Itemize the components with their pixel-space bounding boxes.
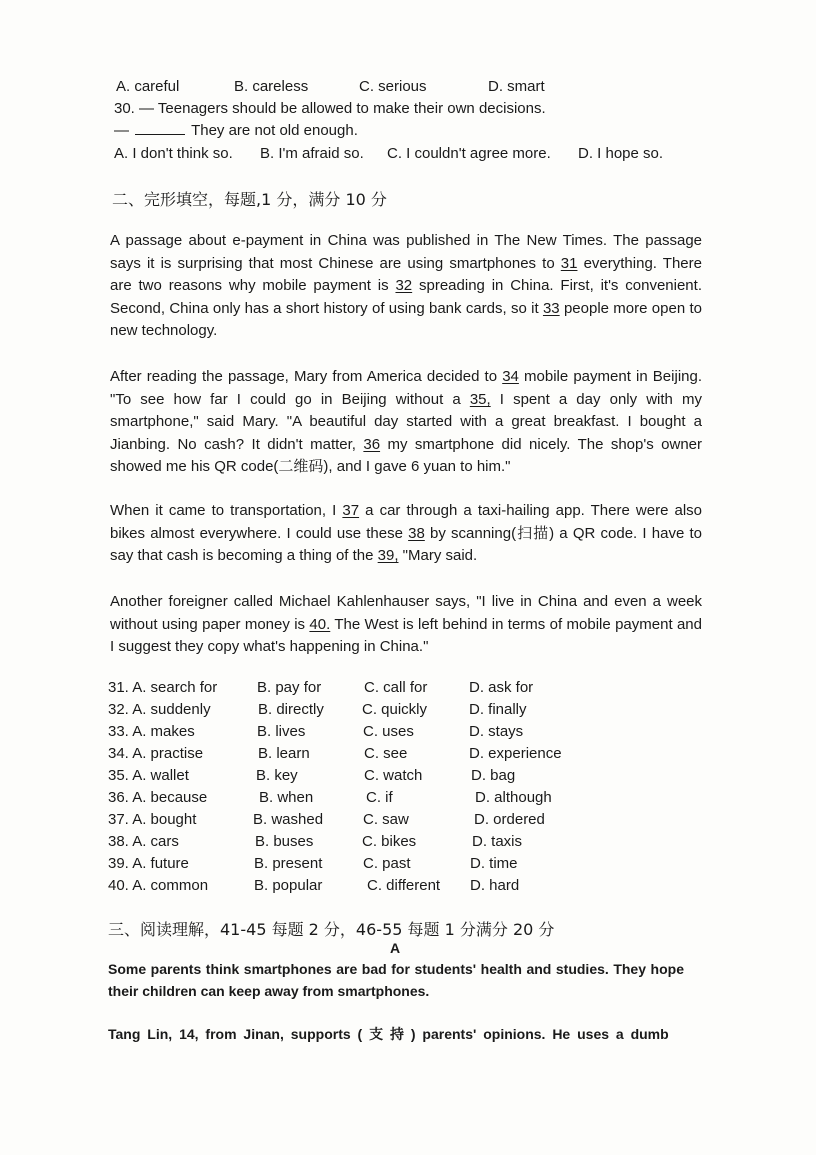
text: When it came to transportation, I xyxy=(110,502,343,519)
cloze-paragraph-2 xyxy=(110,366,702,479)
blank-36: 36 xyxy=(363,435,381,453)
blank-31: 31 xyxy=(560,254,578,272)
option-b: B. learn xyxy=(258,745,310,762)
answer-blank xyxy=(135,120,185,135)
blank-33: 33 xyxy=(542,299,560,317)
option-c: C. watch xyxy=(364,767,423,784)
text: mobile payment in Beijing. "To see how far I could go in Beijing without a xyxy=(110,368,703,408)
text: my smartphone did nicely. The shop's owner showed me his QR code(二维码), and I gave 6 yuan to him." xyxy=(110,435,703,475)
text: a car through a taxi-hailing app. There were also bikes almost everywhere. I could use these xyxy=(110,502,702,542)
option-b: B. washed xyxy=(253,811,324,828)
text: I spent a day only with my smartphone," said Mary. "A beautiful day started with a great breakfast. I bought a Jianbing. No cash? It didn't matter, xyxy=(110,390,702,453)
option-d: D. time xyxy=(470,855,518,872)
option-c: C. different xyxy=(367,877,441,894)
reply-dash: — xyxy=(114,122,129,139)
text: After reading the passage, Mary from America decided to xyxy=(110,368,503,385)
option-b: B. lives xyxy=(257,723,306,740)
option-a: 34. A. practise xyxy=(108,745,204,762)
option-d: D. smart xyxy=(488,78,545,95)
reply-text: They are not old enough. xyxy=(191,122,358,139)
section2-heading: 二、完形填空，每题,1 分，满分 10 分 xyxy=(112,190,387,209)
option-a: A. careful xyxy=(116,78,180,95)
blank-40: 40. xyxy=(309,615,331,633)
option-c: C. quickly xyxy=(362,701,428,718)
option-b: B. key xyxy=(256,767,298,784)
option-d: D. ask for xyxy=(469,679,534,696)
option-c: C. past xyxy=(363,855,411,872)
option-d: D. I hope so. xyxy=(578,145,664,162)
option-a: 35. A. wallet xyxy=(108,767,189,784)
option-d: D. although xyxy=(475,789,552,806)
blank-35: 35, xyxy=(469,390,491,408)
option-a: 31. A. search for xyxy=(108,679,218,696)
option-b: B. pay for xyxy=(257,679,322,696)
option-a: 33. A. makes xyxy=(108,723,195,740)
cloze-paragraph-1 xyxy=(110,230,702,343)
option-b: B. buses xyxy=(255,833,314,850)
blank-37: 37 xyxy=(342,502,360,519)
option-d: D. stays xyxy=(469,723,524,740)
cloze-paragraph-3 xyxy=(110,500,702,568)
q30-reply xyxy=(114,120,358,142)
option-d: D. experience xyxy=(469,745,562,762)
text: The West is left behind in terms of mobile payment and I suggest they copy what's happening in China." xyxy=(110,615,702,655)
option-c: C. uses xyxy=(363,723,414,740)
text: A passage about e-payment in China was published in The New Times. The passage says it is surprising that most Chinese are using smartphones to xyxy=(110,232,702,272)
text: Another foreigner called Michael Kahlenhauser says, "I live in China and even a week without using paper money is xyxy=(110,593,702,633)
option-b: B. popular xyxy=(254,877,323,894)
option-c: C. see xyxy=(364,745,408,762)
text: "Mary said. xyxy=(398,547,478,564)
text: spreading in China. First, it's convenient. Second, China only has a short history of using bank cards, so it xyxy=(110,277,702,317)
option-c: C. call for xyxy=(364,679,428,696)
option-b: B. careless xyxy=(234,78,309,95)
option-d: D. finally xyxy=(469,701,527,718)
blank-32: 32 xyxy=(395,277,413,294)
option-a: 32. A. suddenly xyxy=(108,701,211,718)
reading-paragraph-1: Some parents think smartphones are bad for students' health and studies. They hope their children can keep away from smartphones. xyxy=(108,961,684,999)
text: everything. There are two reasons why mobile payment is xyxy=(110,254,702,294)
option-d: D. ordered xyxy=(474,811,545,828)
option-b: B. I'm afraid so. xyxy=(260,145,364,162)
option-a: 36. A. because xyxy=(108,789,208,806)
option-a: 40. A. common xyxy=(108,877,209,894)
blank-39: 39, xyxy=(377,547,399,564)
option-c: C. saw xyxy=(363,811,409,828)
option-b: B. present xyxy=(254,855,323,872)
section3-heading: 三、阅读理解，41-45 每题 2 分，46-55 每题 1 分满分 20 分 xyxy=(108,920,555,939)
blank-34: 34 xyxy=(502,368,519,385)
option-a: 37. A. bought xyxy=(108,811,197,828)
option-c: C. serious xyxy=(359,78,427,95)
cloze-paragraph-4 xyxy=(110,591,702,659)
option-c: C. bikes xyxy=(362,833,417,850)
option-c: C. if xyxy=(366,789,393,806)
option-d: D. taxis xyxy=(472,833,523,850)
option-d: D. bag xyxy=(471,767,516,784)
option-b: B. directly xyxy=(258,701,324,718)
passage-label: A xyxy=(390,940,401,956)
option-a: 38. A. cars xyxy=(108,833,179,850)
option-b: B. when xyxy=(259,789,314,806)
text: by scanning(扫描) a QR code. I have to say that cash is becoming a thing of the xyxy=(110,524,702,564)
q30-question: 30. — Teenagers should be allowed to make their own decisions. xyxy=(114,100,546,117)
text: people more open to new technology. xyxy=(110,299,702,339)
option-a: A. I don't think so. xyxy=(114,145,233,162)
option-d: D. hard xyxy=(470,877,520,894)
blank-38: 38 xyxy=(408,524,425,542)
reading-paragraph-2: Tang Lin, 14, from Jinan, supports ( 支 持 ) parents' opinions. He uses a dumb xyxy=(108,1026,669,1042)
option-c: C. I couldn't agree more. xyxy=(387,145,551,162)
option-a: 39. A. future xyxy=(108,855,189,872)
